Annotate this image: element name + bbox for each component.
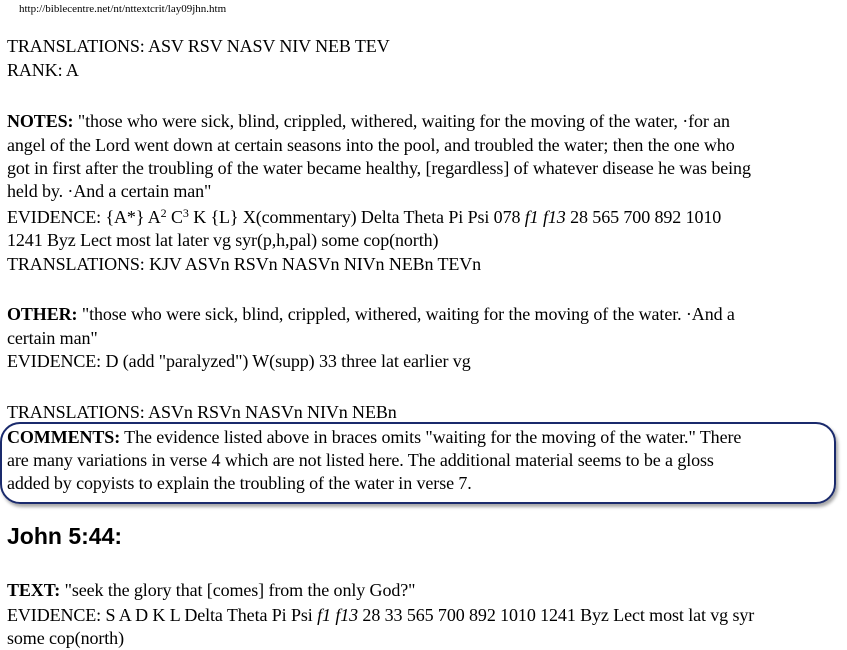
other-line-1 (7, 302, 735, 326)
notes-evidence-2: 1241 Byz Lect most lat later vg syr(p,h,pal) some cop(north) (7, 230, 439, 250)
notes-line-3: got in first after the troubling of the water became healthy, [regardless] of whatever disease he was being (7, 158, 751, 178)
verse-heading: John 5:44: (7, 523, 123, 549)
john-evidence-part-a: EVIDENCE: S A D K L Delta Theta Pi Psi (7, 605, 318, 625)
page-url: http://biblecentre.net/nt/nttextcrit/lay09jhn.htm (19, 3, 227, 15)
comments-line-1 (7, 425, 741, 449)
john-family-f13: f13 (335, 605, 359, 625)
evidence-part-d: 28 565 700 892 1010 (565, 207, 722, 227)
rank-line: RANK: A (7, 60, 79, 80)
notes-line-2: angel of the Lord went down at certain seasons into the pool, and troubled the water; then the one who (7, 135, 735, 155)
evidence-part-a: EVIDENCE: {A*} A (7, 207, 161, 227)
other-line-2: certain man" (7, 328, 98, 348)
translations-line: TRANSLATIONS: ASV RSV NASV NIV NEB TEV (7, 36, 390, 56)
evidence-part-b: C (166, 207, 183, 227)
notes-translations: TRANSLATIONS: KJV ASVn RSVn NASVn NIVn NEBn TEVn (7, 254, 482, 274)
other-translations: TRANSLATIONS: ASVn RSVn NASVn NIVn NEBn (7, 402, 397, 422)
comments-text-1: The evidence listed above in braces omits "waiting for the moving of the water." There (120, 427, 742, 447)
comments-line-3: added by copyists to explain the troubling of the water in verse 7. (7, 473, 472, 493)
notes-evidence-1 (7, 205, 721, 229)
family-f1: f1 (524, 207, 539, 227)
other-text-1: "those who were sick, blind, crippled, withered, waiting for the moving of the water. ·And a (77, 304, 735, 324)
superscript-2: 2 (160, 206, 167, 220)
text-quote: "seek the glory that [comes] from the only God?" (60, 580, 416, 600)
notes-label: NOTES: (7, 111, 74, 131)
john-evidence-part-b: 28 33 565 700 892 1010 1241 Byz Lect most lat vg syr (358, 605, 755, 625)
evidence-part-c: K {L} X(commentary) Delta Theta Pi Psi 078 (188, 207, 525, 227)
john-family-f1: f1 (317, 605, 331, 625)
superscript-3: 3 (182, 206, 189, 220)
text-line (7, 578, 415, 602)
text-label: TEXT: (7, 580, 61, 600)
notes-line-1 (7, 109, 730, 133)
comments-line-2: are many variations in verse 4 which are not listed here. The additional material seems to be a gloss (7, 450, 714, 470)
other-label: OTHER: (7, 304, 78, 324)
family-f13: f13 (543, 207, 566, 227)
comments-label: COMMENTS: (7, 427, 121, 447)
notes-text-1: "those who were sick, blind, crippled, withered, waiting for the moving of the water, ·for an (73, 111, 730, 131)
notes-line-4: held by. ·And a certain man" (7, 181, 212, 201)
other-evidence: EVIDENCE: D (add "paralyzed") W(supp) 33 three lat earlier vg (7, 351, 471, 371)
john-evidence-1 (7, 603, 754, 627)
john-evidence-2: some cop(north) (7, 628, 124, 648)
